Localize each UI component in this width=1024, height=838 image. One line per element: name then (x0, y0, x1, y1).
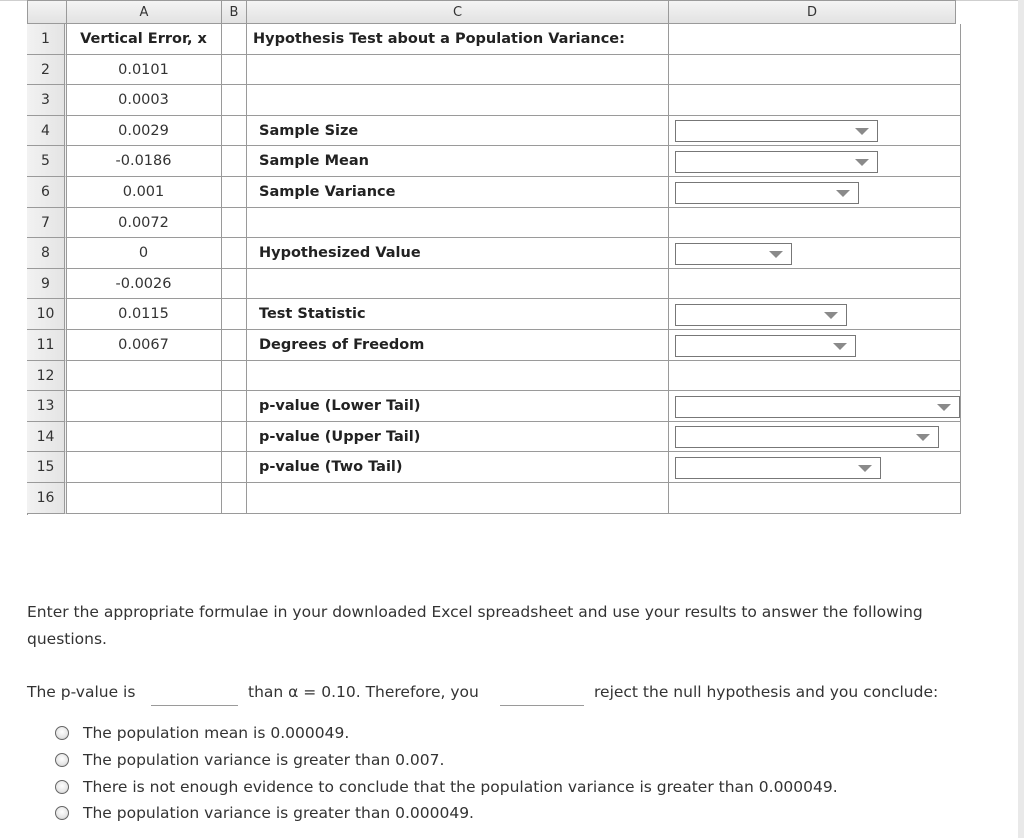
label-cell[interactable]: Hypothesized Value (246, 238, 669, 269)
label-cell[interactable]: p-value (Two Tail) (246, 452, 669, 483)
question-text-1: The p-value is (27, 683, 136, 701)
answer-cell[interactable] (668, 208, 961, 238)
chevron-down-icon[interactable] (916, 434, 930, 441)
answer-cell[interactable] (668, 24, 961, 55)
question-text-3: reject the null hypothesis and you conclude: (594, 683, 939, 701)
empty-cell[interactable] (221, 24, 247, 55)
empty-cell[interactable] (221, 452, 247, 483)
row-header[interactable]: 16 (27, 483, 67, 514)
column-header-b[interactable]: B (221, 0, 247, 24)
decision-blank[interactable] (500, 705, 584, 706)
option-label: There is not enough evidence to conclude that the population variance is greater than 0.000049. (83, 778, 838, 796)
row-header[interactable]: 14 (27, 422, 67, 452)
data-cell[interactable]: 0.0101 (66, 55, 222, 85)
row-header[interactable]: 8 (27, 238, 67, 269)
data-cell[interactable] (66, 452, 222, 483)
data-cell[interactable] (66, 422, 222, 452)
label-cell[interactable]: Sample Size (246, 116, 669, 146)
question-text-2: than α = 0.10. Therefore, you (248, 683, 479, 701)
empty-cell[interactable] (221, 299, 247, 330)
empty-cell[interactable] (221, 483, 247, 514)
row-header[interactable]: 6 (27, 177, 67, 208)
sheet-title-cell[interactable]: Hypothesis Test about a Population Variance: (246, 24, 669, 55)
answer-cell[interactable] (668, 269, 961, 299)
label-cell[interactable]: Test Statistic (246, 299, 669, 330)
data-cell[interactable]: 0.0029 (66, 116, 222, 146)
empty-cell[interactable] (221, 238, 247, 269)
answer-dropdown[interactable] (675, 335, 856, 357)
data-cell[interactable]: -0.0186 (66, 146, 222, 177)
chevron-down-icon[interactable] (836, 190, 850, 197)
answer-cell[interactable] (668, 85, 961, 116)
row-header[interactable]: 13 (27, 391, 67, 422)
empty-cell[interactable] (221, 391, 247, 422)
chevron-down-icon[interactable] (937, 404, 951, 411)
empty-cell[interactable] (221, 422, 247, 452)
empty-cell[interactable] (221, 85, 247, 116)
label-cell[interactable] (246, 483, 669, 514)
data-cell[interactable]: -0.0026 (66, 269, 222, 299)
empty-cell[interactable] (221, 208, 247, 238)
corner-header[interactable] (27, 0, 67, 24)
answer-dropdown[interactable] (675, 304, 847, 326)
option-label: The population mean is 0.000049. (83, 724, 350, 742)
data-cell[interactable] (66, 391, 222, 422)
empty-cell[interactable] (221, 116, 247, 146)
row-header[interactable]: 15 (27, 452, 67, 483)
option-3[interactable] (55, 776, 838, 798)
label-cell[interactable]: p-value (Upper Tail) (246, 422, 669, 452)
row-header[interactable]: 11 (27, 330, 67, 361)
radio-button[interactable] (55, 780, 69, 794)
answer-dropdown[interactable] (675, 243, 792, 265)
chevron-down-icon[interactable] (769, 251, 783, 258)
column-header-a[interactable]: A (66, 0, 222, 24)
label-cell[interactable] (246, 269, 669, 299)
empty-cell[interactable] (221, 55, 247, 85)
answer-dropdown[interactable] (675, 457, 881, 479)
empty-cell[interactable] (221, 146, 247, 177)
radio-button[interactable] (55, 753, 69, 767)
chevron-down-icon[interactable] (824, 312, 838, 319)
chevron-down-icon[interactable] (855, 159, 869, 166)
chevron-down-icon[interactable] (833, 343, 847, 350)
row-header[interactable]: 5 (27, 146, 67, 177)
radio-button[interactable] (55, 806, 69, 820)
radio-button[interactable] (55, 726, 69, 740)
data-cell[interactable]: 0.0072 (66, 208, 222, 238)
row-header[interactable]: 4 (27, 116, 67, 146)
pvalue-comparison-blank[interactable] (151, 705, 238, 706)
option-2[interactable] (55, 749, 444, 771)
data-cell[interactable]: 0.0067 (66, 330, 222, 361)
label-cell[interactable]: Degrees of Freedom (246, 330, 669, 361)
option-label: The population variance is greater than 0.000049. (83, 804, 474, 822)
answer-cell[interactable] (668, 55, 961, 85)
label-cell[interactable] (246, 55, 669, 85)
row-header[interactable]: 7 (27, 208, 67, 238)
row-header[interactable]: 3 (27, 85, 67, 116)
row-header[interactable]: 1 (27, 24, 67, 55)
option-1[interactable] (55, 722, 349, 744)
label-cell[interactable]: Sample Variance (246, 177, 669, 208)
answer-dropdown[interactable] (675, 182, 859, 204)
empty-cell[interactable] (221, 269, 247, 299)
option-4[interactable] (55, 802, 474, 824)
data-cell[interactable]: 0 (66, 238, 222, 269)
option-label: The population variance is greater than 0.007. (83, 751, 445, 769)
row-header[interactable]: 9 (27, 269, 67, 299)
empty-cell[interactable] (221, 361, 247, 391)
empty-cell[interactable] (221, 330, 247, 361)
answer-dropdown[interactable] (675, 151, 878, 173)
label-cell[interactable]: p-value (Lower Tail) (246, 391, 669, 422)
answer-dropdown[interactable] (675, 120, 878, 142)
label-cell[interactable]: Sample Mean (246, 146, 669, 177)
label-cell[interactable] (246, 208, 669, 238)
row-header[interactable]: 10 (27, 299, 67, 330)
label-cell[interactable] (246, 85, 669, 116)
scrollbar-track[interactable] (1018, 0, 1024, 838)
label-cell[interactable] (246, 361, 669, 391)
answer-dropdown[interactable] (675, 426, 939, 448)
data-cell[interactable] (66, 483, 222, 514)
column-header-c[interactable]: C (246, 0, 669, 24)
row-header[interactable]: 12 (27, 361, 67, 391)
data-cell[interactable]: 0.0003 (66, 85, 222, 116)
row-header[interactable]: 2 (27, 55, 67, 85)
chevron-down-icon[interactable] (858, 465, 872, 472)
answer-cell[interactable] (668, 483, 961, 514)
data-cell[interactable]: 0.0115 (66, 299, 222, 330)
instructions-text: Enter the appropriate formulae in your downloaded Excel spreadsheet and use your results to answer the following questions. (27, 603, 923, 648)
chevron-down-icon[interactable] (855, 128, 869, 135)
column-title-cell[interactable]: Vertical Error, x (66, 24, 222, 55)
empty-cell[interactable] (221, 177, 247, 208)
column-header-d[interactable]: D (668, 0, 956, 24)
answer-dropdown[interactable] (675, 396, 960, 418)
data-cell[interactable]: 0.001 (66, 177, 222, 208)
data-cell[interactable] (66, 361, 222, 391)
answer-cell[interactable] (668, 361, 961, 391)
